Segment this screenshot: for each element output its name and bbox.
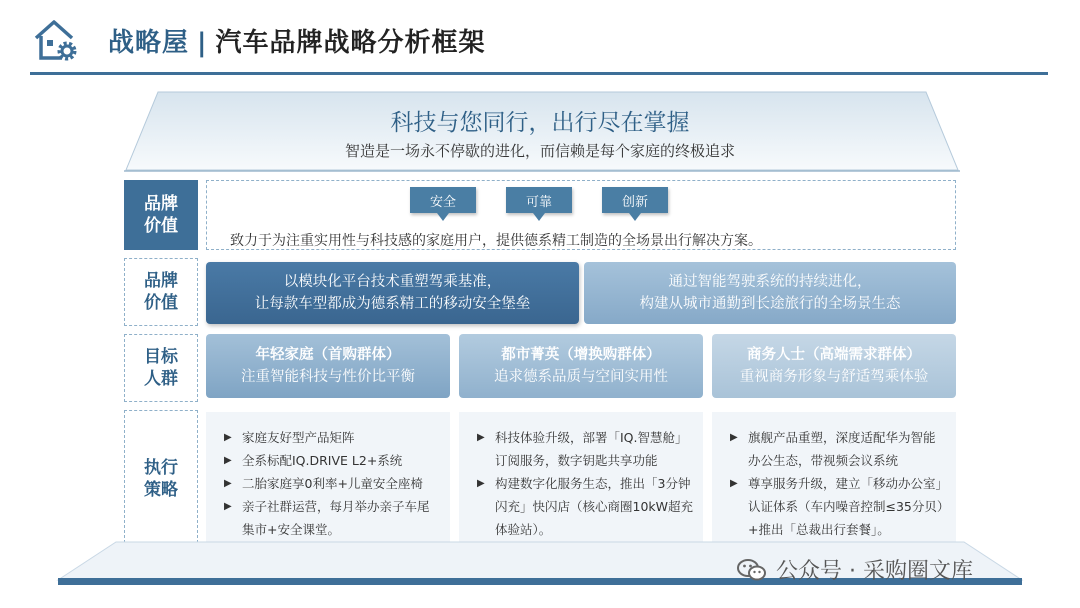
triangle-bullet-icon: ▶ [477,432,485,443]
title-main: 战略屋 [108,28,190,58]
tag-reliable: 可靠 [506,187,572,213]
list-item: ▶ 二胎家庭享0利率+儿童安全座椅 [224,472,440,495]
value-block-smart-drive: 通过智能驾驶系统的持续进化， 构建从城市通勤到长途旅行的全场景生态 [584,262,956,324]
header-rule [30,72,1048,75]
slogan-sub: 智造是一场永不停歇的进化，而信赖是每个家庭的终极追求 [344,142,735,160]
list-item: ▶ 科技体验升级，部署「IQ.智慧舱」订阅服务，数字钥匙共享功能 [477,426,693,472]
triangle-bullet-icon: ▶ [730,478,738,489]
triangle-bullet-icon: ▶ [224,432,232,443]
page-title [108,22,486,59]
value-block-platform: 以模块化平台技术重塑驾乘基准， 让每款车型都成为德系精工的移动安全堡垒 [206,262,579,324]
title-separator: | [197,28,208,58]
house-gear-icon [32,18,80,64]
list-item: ▶ 全系标配IQ.DRIVE L2+系统 [224,449,440,472]
watermark [736,554,973,585]
list-item: ▶ 亲子社群运营，每月举办亲子车尾集市+安全课堂。 [224,495,440,541]
title-subtitle: 汽车品牌战略分析框架 [215,28,486,58]
row-label-value: 品牌 价值 [124,258,198,326]
row-label-brand: 品牌 价值 [124,180,198,250]
slogan: 科技与您同行，出行尽在掌握 [390,110,690,136]
list-item: ▶ 尊享服务升级，建立「移动办公室」认证体系（车内噪音控制≤35分贝）+推出「总裁出行套餐」。 [730,472,946,541]
list-item: ▶ 旗舰产品重塑，深度适配华为智能办公生态，带视频会议系统 [730,426,946,472]
target-urban-elite: 都市菁英（增换购群体） 追求德系品质与空间实用性 [459,334,703,398]
target-young-family: 年轻家庭（首购群体） 注重智能科技与性价比平衡 [206,334,450,398]
strategy-column-urban-elite [459,412,703,548]
strategy-column-business [712,412,956,548]
tag-innovation: 创新 [602,187,668,213]
triangle-bullet-icon: ▶ [224,478,232,489]
triangle-bullet-icon: ▶ [730,432,738,443]
list-item: ▶ 家庭友好型产品矩阵 [224,426,440,449]
list-item: ▶ 构建数字化服务生态，推出「3分钟闪充」快闪店（核心商圈10kW超充体验站）。 [477,472,693,541]
wechat-icon [736,558,768,582]
row-label-target: 目标 人群 [124,334,198,402]
brand-description: 致力于为注重实用性与科技感的家庭用户，提供德系精工制造的全场景出行解决方案。 [230,233,762,249]
watermark-text: 公众号 · 采购圈文库 [776,559,973,584]
row-label-strategy: 执行 策略 [124,410,198,548]
triangle-bullet-icon: ▶ [224,455,232,466]
strategy-column-young-family [206,412,450,548]
target-business: 商务人士（高端需求群体） 重视商务形象与舒适驾乘体验 [712,334,956,398]
triangle-bullet-icon: ▶ [477,478,485,489]
tag-safety: 安全 [410,187,476,213]
triangle-bullet-icon: ▶ [224,501,232,512]
